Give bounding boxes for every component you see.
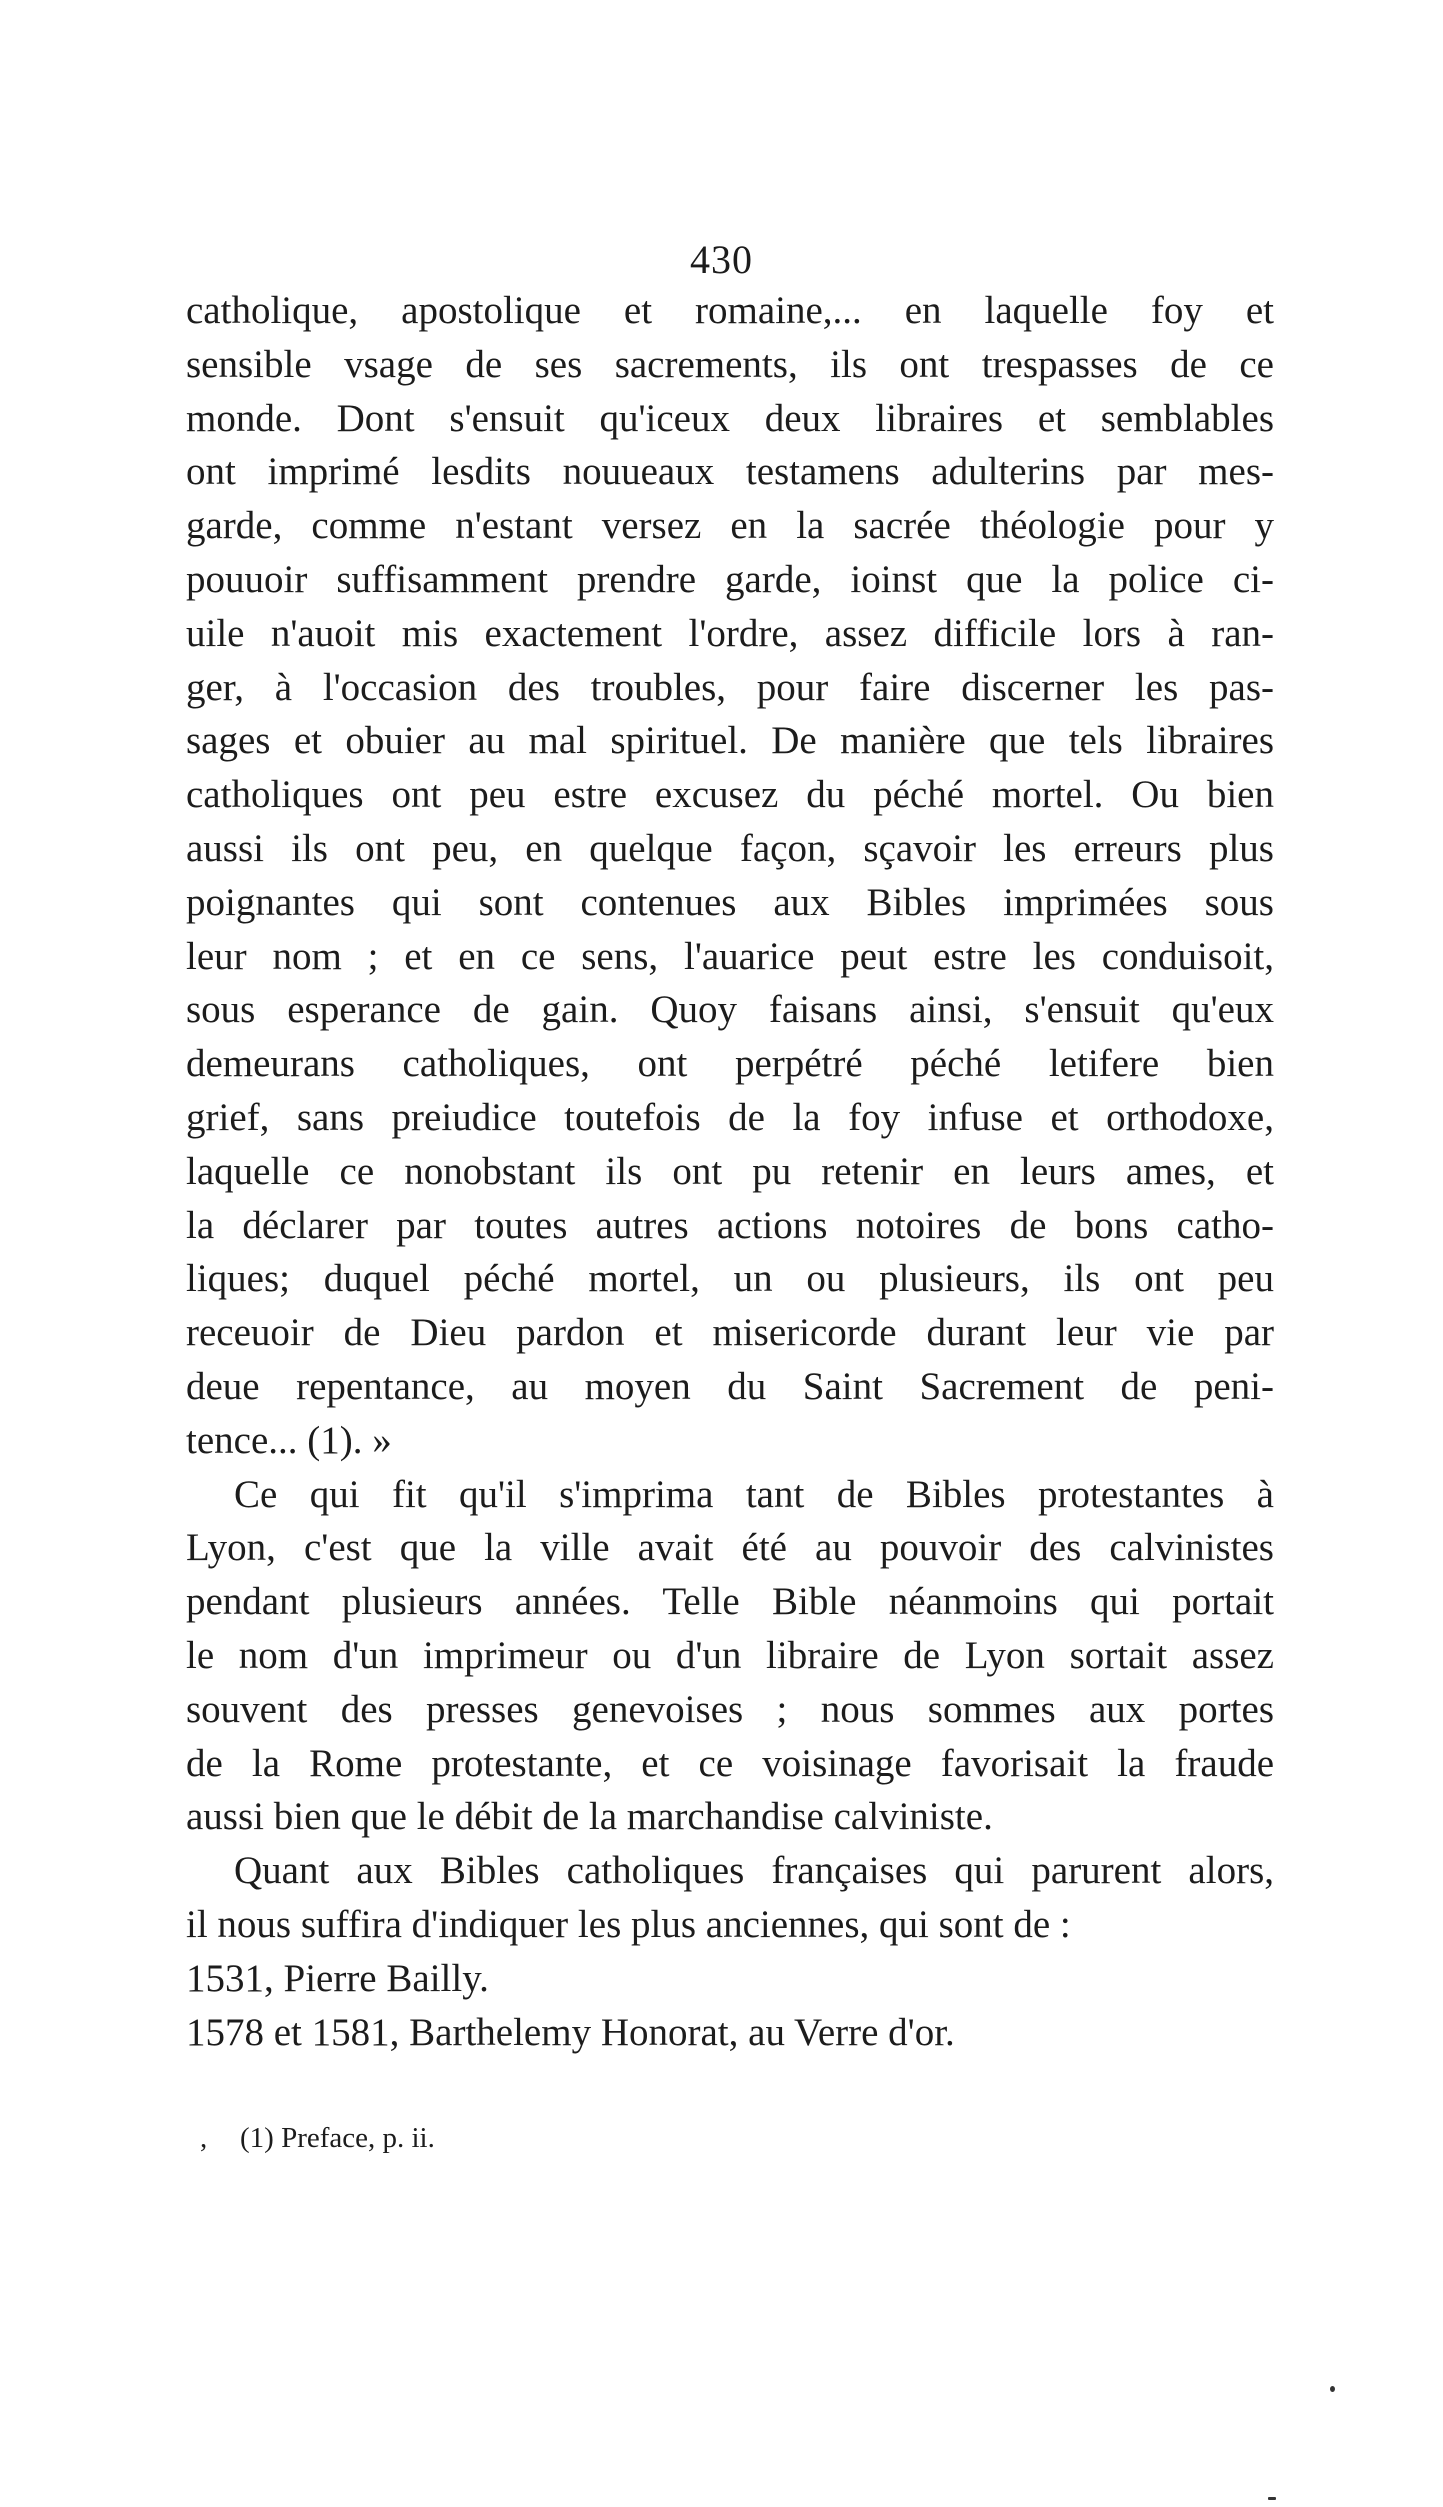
text-line: ger, à l'occasion des troubles, pour faire discerner les pas- (186, 665, 1274, 709)
text-line: laquelle ce nonobstant ils ont pu retenir en leurs ames, et (186, 1149, 1274, 1193)
text-line: catholiques ont peu estre excusez du péché mortel. Ou bien (186, 773, 1274, 817)
paragraph (186, 1844, 1274, 1952)
body-text (186, 284, 1274, 2059)
text-line: sages et obuier au mal spirituel. De manière que tels libraires (186, 719, 1274, 763)
text-line: aussi ils ont peu, en quelque façon, sçavoir les erreurs plus (186, 826, 1274, 870)
print-speck (1268, 2497, 1276, 2500)
text-line: grief, sans preiudice toutefois de la foy infuse et orthodoxe, (186, 1095, 1274, 1139)
footnote-text: (1) Preface, p. ii. (240, 2122, 435, 2154)
text-line: souvent des presses genevoises ; nous sommes aux portes (186, 1687, 1274, 1731)
text-line: le nom d'un imprimeur ou d'un libraire de Lyon sortait assez (186, 1633, 1274, 1677)
page-number: 430 (690, 237, 753, 282)
text-line: Quant aux Bibles catholiques françaises qui parurent alors, (234, 1849, 1274, 1893)
text-line: ont imprimé lesdits nouueaux testamens adulterins par mes- (186, 450, 1274, 494)
text-line: leur nom ; et en ce sens, l'auarice peut estre les conduisoit, (186, 934, 1274, 978)
text-line: poignantes qui sont contenues aux Bibles imprimées sous (186, 880, 1274, 924)
text-line: uile n'auoit mis exactement l'ordre, assez difficile lors à ran- (186, 611, 1274, 655)
list-item: 1578 et 1581, Barthelemy Honorat, au Verre d'or. (186, 2010, 955, 2054)
text-line: monde. Dont s'ensuit qu'iceux deux libraires et semblables (186, 396, 1274, 440)
text-line: pendant plusieurs années. Telle Bible néanmoins qui portait (186, 1580, 1274, 1624)
footnote-mark: , (200, 2122, 208, 2154)
text-line: demeurans catholiques, ont perpétré péché letifere bien (186, 1042, 1274, 1086)
print-speck (1330, 2386, 1335, 2392)
text-line: catholique, apostolique et romaine,... en laquelle foy et (186, 289, 1274, 332)
list-item: 1531, Pierre Bailly. (186, 1956, 489, 2000)
text-line: deue repentance, au moyen du Saint Sacrement de peni- (186, 1364, 1274, 1408)
text-line: pouuoir suffisamment prendre garde, ioinst que la police ci- (186, 557, 1274, 601)
text-line: Lyon, c'est que la ville avait été au pouvoir des calvinistes (186, 1526, 1274, 1570)
bible-list (186, 1952, 1274, 2060)
text-line: de la Rome protestante, et ce voisinage favorisait la fraude (186, 1741, 1274, 1785)
footnote (200, 2120, 435, 2156)
text-line: la déclarer par toutes autres actions notoires de bons catho- (186, 1203, 1274, 1247)
text-line: liques; duquel péché mortel, un ou plusieurs, ils ont peu (186, 1257, 1274, 1301)
text-line: aussi bien que le débit de la marchandise calviniste. (186, 1795, 993, 1839)
text-line: Ce qui fit qu'il s'imprima tant de Bibles protestantes à (234, 1472, 1274, 1516)
paragraph (186, 1468, 1274, 1845)
text-line: il nous suffira d'indiquer les plus anciennes, qui sont de : (186, 1902, 1071, 1946)
text-line: sensible vsage de ses sacrements, ils ont trespasses de ce (186, 342, 1274, 386)
text-line: tence... (1). » (186, 1418, 392, 1462)
text-line: receuoir de Dieu pardon et misericorde durant leur vie par (186, 1311, 1274, 1355)
paragraph (186, 284, 1274, 1468)
text-line: garde, comme n'estant versez en la sacrée théologie pour y (186, 504, 1274, 548)
text-line: sous esperance de gain. Quoy faisans ainsi, s'ensuit qu'eux (186, 988, 1274, 1032)
